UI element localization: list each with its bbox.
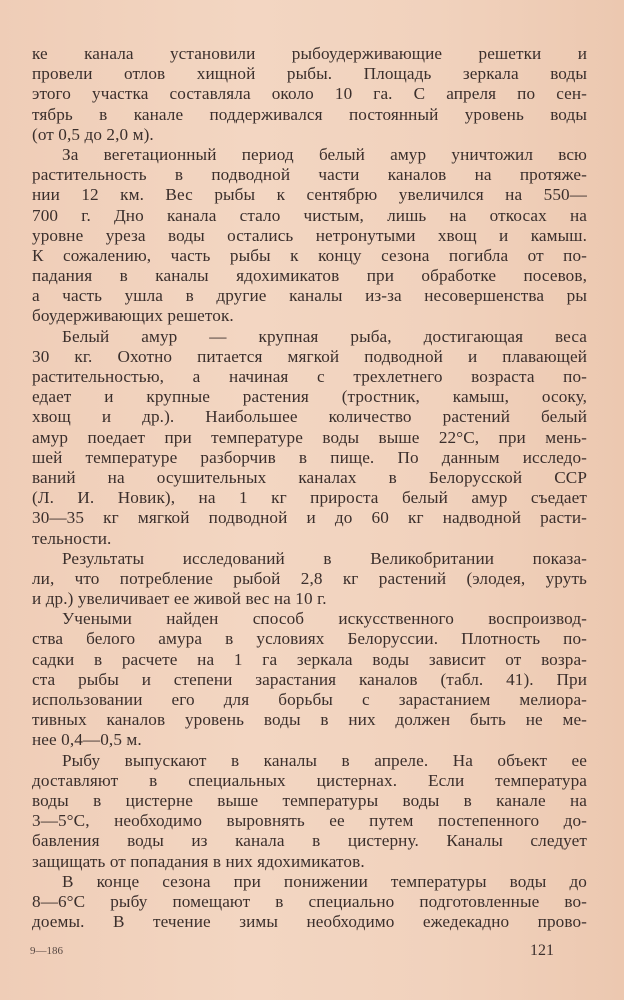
text-line: нии 12 км. Вес рыбы к сентябрю увеличился на 550—: [32, 185, 587, 205]
text-line: Белый амур — крупная рыба, достигающая веса: [62, 326, 587, 346]
text-line: 30 кг. Охотно питается мягкой подводной и плавающей: [32, 346, 587, 366]
text-line: (от 0,5 до 2,0 м).: [32, 124, 154, 144]
text-line: уровне уреза воды остались нетронутыми хвощ и камыш.: [32, 225, 587, 245]
text-line: нее 0,4—0,5 м.: [32, 730, 142, 750]
text-line: ства белого амура в условиях Белоруссии. Плотность по-: [32, 629, 587, 649]
text-line: амур поедает при температуре воды выше 22°С, при мень-: [32, 427, 587, 447]
text-line: 700 г. Дно канала стало чистым, лишь на откосах на: [32, 205, 587, 225]
text-line: тивных каналов уровень воды в них должен быть не ме-: [32, 710, 587, 730]
text-line: ли, что потребление рыбой 2,8 кг растений (элодея, уруть: [32, 568, 587, 588]
text-line: хвощ и др.). Наибольшее количество растений белый: [32, 407, 587, 427]
text-line: падания в каналы ядохимикатов при обработке посевов,: [32, 266, 587, 286]
text-line: и др.) увеличивает ее живой вес на 10 г.: [32, 589, 327, 609]
text-line: Результаты исследований в Великобритании показа-: [62, 548, 587, 568]
text-line: 30—35 кг мягкой подводной и до 60 кг надводной расти-: [32, 508, 587, 528]
text-line: воды в цистерне выше температуры воды в канале на: [32, 790, 587, 810]
text-line: ваний на осушительных каналах в Белорусской ССР: [32, 467, 587, 487]
text-line: Рыбу выпускают в каналы в апреле. На объект ее: [62, 750, 587, 770]
text-line: ке канала установили рыбоудерживающие решетки и: [32, 44, 587, 63]
text-line: тябрь в канале поддерживался постоянный уровень воды: [32, 104, 587, 124]
text-line: ста рыбы и степени зарастания каналов (табл. 41). При: [32, 669, 587, 689]
text-line: этого участка составляла около 10 га. С апреля по сен-: [32, 84, 587, 104]
text-line: растительность в подводной части каналов на протяже-: [32, 165, 587, 185]
text-line: тельности.: [32, 528, 112, 548]
text-line: защищать от попадания в них ядохимикатов.: [32, 851, 365, 871]
text-line: 3—5°С, необходимо выровнять ее путем постепенного до-: [32, 811, 587, 831]
text-line: 8—6°С рыбу помещают в специально подготовленные во-: [32, 891, 587, 911]
text-line: бавления воды из канала в цистерну. Каналы следует: [32, 831, 587, 851]
text-line: провели отлов хищной рыбы. Площадь зеркала воды: [32, 64, 587, 84]
text-line: садки в расчете на 1 га зеркала воды зависит от возра-: [32, 649, 587, 669]
text-line: За вегетационный период белый амур уничтожил всю: [62, 144, 587, 164]
text-line: едает и крупные растения (тростник, камыш, осоку,: [32, 387, 587, 407]
printer-signature: 9—186: [30, 945, 63, 957]
text-line: доставляют в специальных цистернах. Если температура: [32, 770, 587, 790]
text-line: а часть ушла в другие каналы из-за несовершенства ры: [32, 286, 587, 306]
text-line: растительностью, а начиная с трехлетнего возраста по-: [32, 367, 587, 386]
text-line: шей температуре разборчив в пище. По данным исследо-: [32, 447, 587, 467]
text-line: (Л. И. Новик), на 1 кг прироста белый амур съедает: [32, 488, 587, 508]
text-line: использовании его для борьбы с зарастанием мелиора-: [32, 690, 587, 709]
text-line: Учеными найден способ искусственного воспроизвод-: [62, 609, 587, 629]
text-line: доемы. В течение зимы необходимо ежедекадно прово-: [32, 912, 587, 932]
text-line: боудерживающих решеток.: [32, 306, 234, 326]
text-line: К сожалению, часть рыбы к концу сезона погибла от по-: [32, 245, 587, 265]
page-body: [32, 44, 587, 932]
page-number: 121: [530, 942, 554, 959]
text-line: В конце сезона при понижении температуры воды до: [62, 871, 587, 891]
